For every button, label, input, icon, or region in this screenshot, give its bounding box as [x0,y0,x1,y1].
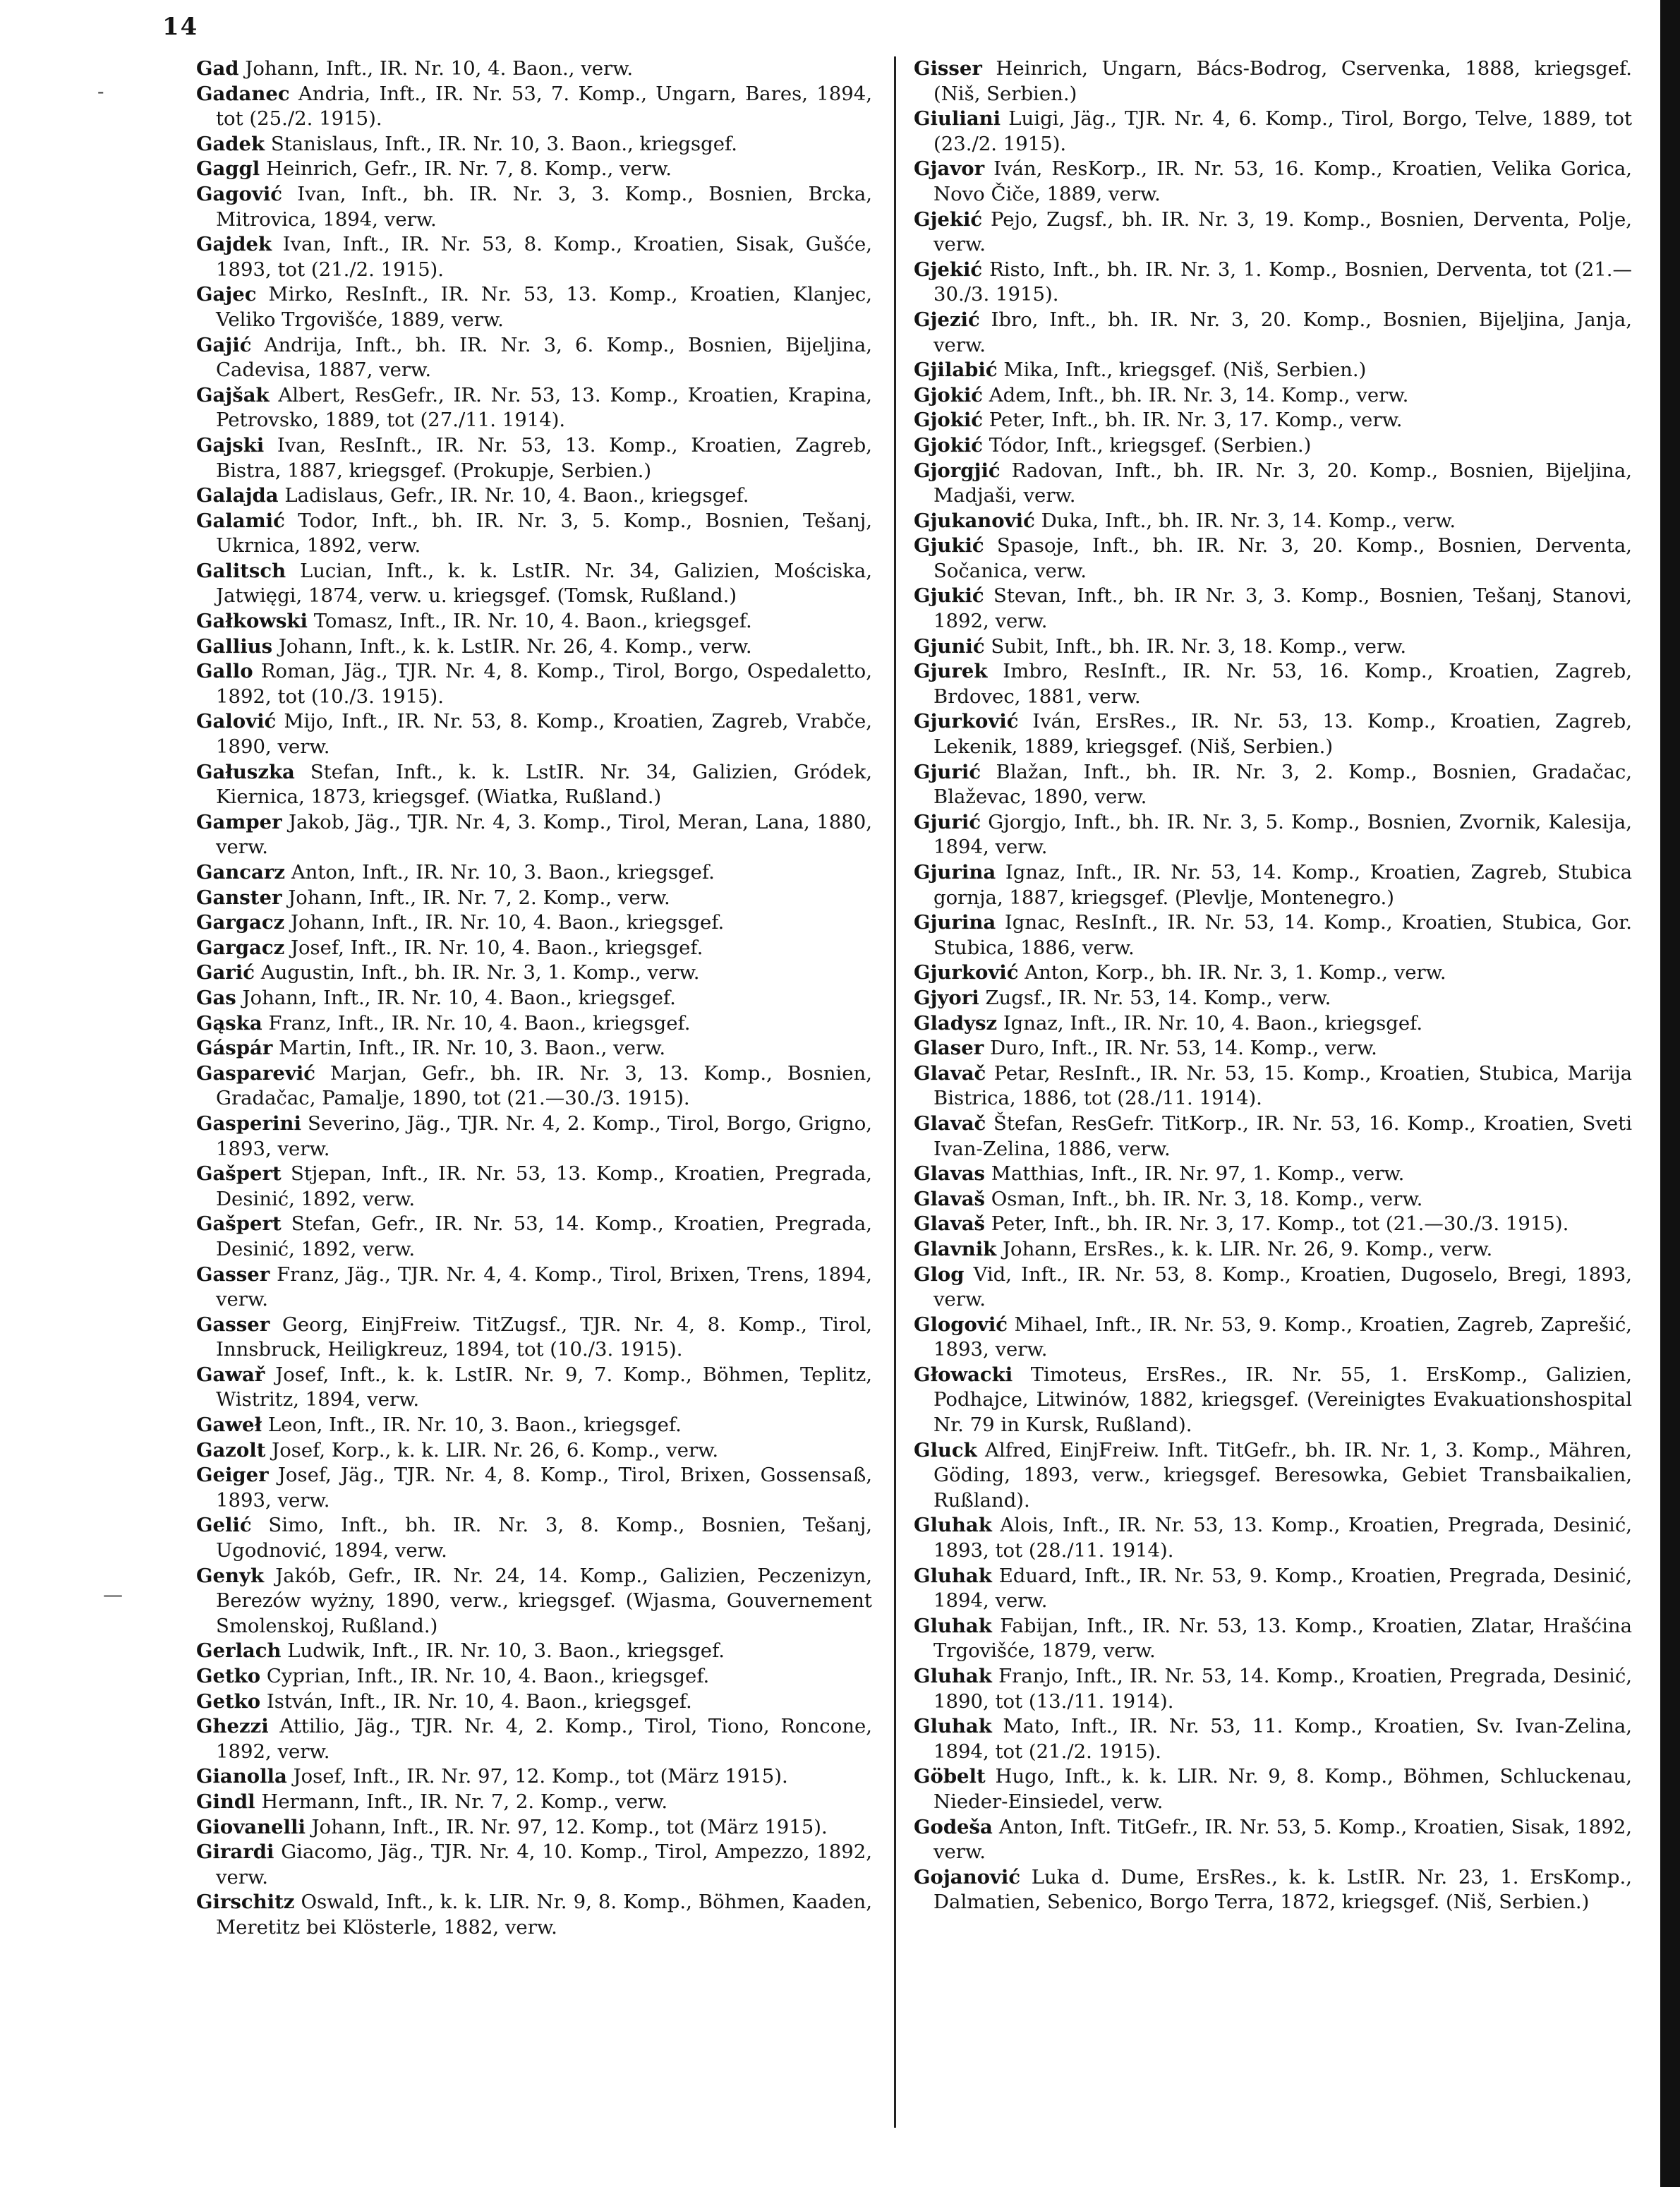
entry-details: Giacomo, Jäg., TJR. Nr. 4, 10. Komp., Tirol, Ampezzo, 1892, verw. [216,1840,872,1888]
list-item [914,534,1632,584]
list-item [914,1614,1632,1664]
list-item [196,634,872,660]
entry-details: Timoteus, ErsRes., IR. Nr. 55, 1. ErsKomp., Galizien, Podhajce, Litwinów, 1882, kriegsgef. (Vereinigtes Evakuationshospital Nr. 79 in Kursk, Rußland). [933,1363,1632,1437]
entry-surname: Gjezić [914,308,980,331]
entry-details: Johann, Inft., IR. Nr. 97, 12. Komp., tot (März 1915). [311,1815,828,1838]
list-item [196,1438,872,1464]
entry-surname: Gjavor [914,157,985,181]
list-item [914,433,1632,459]
entry-surname: Gerlach [196,1639,282,1663]
entry-surname: Gad [196,57,239,80]
entry-surname: Gisser [914,57,982,80]
list-item [196,483,872,509]
entry-details: Ignaz, Inft., IR. Nr. 10, 4. Baon., kriegsgef. [1003,1011,1423,1035]
entry-surname: Gjyori [914,986,979,1009]
list-item [196,182,872,232]
entry-surname: Gjekić [914,207,983,231]
list-item [196,132,872,157]
list-item [914,207,1632,258]
entry-details: Spasoje, Inft., bh. IR. Nr. 3, 20. Komp., Bosnien, Derventa, Sočanica, verw. [933,534,1633,582]
list-item [196,157,872,182]
entry-details: Ignaz, Inft., IR. Nr. 53, 14. Komp., Kroatien, Zagreb, Stubica gornja, 1887, kriegsgef. (Plevlje, Montenegro.) [933,861,1632,909]
entry-details: Simo, Inft., bh. IR. Nr. 3, 8. Komp., Bosnien, Tešanj, Ugodnović, 1894, verw. [216,1514,872,1562]
entry-details: Mato, Inft., IR. Nr. 53, 11. Komp., Kroatien, Sv. Ivan-Zelina, 1894, tot (21./2. 1915). [933,1715,1632,1763]
entry-surname: Gadek [196,132,265,155]
entry-details: Ignac, ResInft., IR. Nr. 53, 14. Komp., Kroatien, Stubica, Gor. Stubica, 1886, verw. [933,911,1632,959]
list-item [914,56,1632,107]
entry-details: Peter, Inft., bh. IR. Nr. 3, 17. Komp., verw. [989,409,1403,432]
list-item [196,936,872,961]
entry-surname: Glavnik [914,1237,997,1260]
entry-surname: Glavaš [914,1212,986,1236]
entry-details: Mihael, Inft., IR. Nr. 53, 9. Komp., Kroatien, Zagreb, Zaprešić, 1893, verw. [933,1313,1632,1361]
list-item [196,1840,872,1890]
entry-surname: Gjokić [914,409,984,432]
list-item [196,1764,872,1790]
entry-surname: Gawař [196,1363,265,1386]
list-item [196,860,872,886]
entry-surname: Gajski [196,433,265,457]
entry-details: Blažan, Inft., bh. IR. Nr. 3, 2. Komp., Bosnien, Gradačac, Blaževac, 1890, verw. [933,760,1632,809]
entry-details: Andrija, Inft., bh. IR. Nr. 3, 6. Komp., Bosnien, Bijeljina, Cadevisa, 1887, verw. [216,333,872,382]
list-item [914,760,1632,810]
entry-surname: Ganster [196,886,282,909]
entry-details: Ivan, Inft., IR. Nr. 53, 8. Komp., Kroatien, Sisak, Gušće, 1893, tot (21./2. 1915). [216,233,872,281]
margin-mark: — [103,1583,123,1606]
entry-surname: Gjurina [914,911,996,934]
entry-surname: Göbelt [914,1765,986,1788]
entry-surname: Gasperini [196,1111,301,1135]
list-item [196,433,872,483]
entry-details: Marjan, Gefr., bh. IR. Nr. 3, 13. Komp., Bosnien, Gradačac, Pamalje, 1890, tot (21.—30./3. 1915). [216,1061,872,1110]
list-item [196,333,872,383]
entry-surname: Giuliani [914,107,1001,131]
list-item [196,232,872,282]
list-item [914,1061,1632,1111]
entry-surname: Gjokić [914,433,984,457]
list-item [914,1111,1632,1162]
entry-surname: Gjekić [914,258,983,281]
list-item [196,1363,872,1413]
entry-details: Roman, Jäg., TJR. Nr. 4, 8. Komp., Tirol, Borgo, Ospedaletto, 1892, tot (10./3. 1915). [216,660,872,708]
entry-surname: Głowacki [914,1363,1013,1386]
entry-details: Adem, Inft., bh. IR. Nr. 3, 14. Komp., verw. [989,383,1409,406]
list-item [914,308,1632,358]
list-item [914,358,1632,383]
entry-surname: Gasser [196,1313,270,1336]
entry-surname: Galajda [196,484,279,507]
list-item [914,157,1632,207]
entry-details: Ivan, Inft., bh. IR. Nr. 3, 3. Komp., Bosnien, Brcka, Mitrovica, 1894, verw. [216,182,873,231]
entry-details: Johann, Inft., IR. Nr. 10, 4. Baon., kriegsgef. [242,986,676,1009]
list-item [914,459,1632,509]
list-item [914,986,1632,1011]
entry-surname: Gjukić [914,584,984,608]
entry-details: Matthias, Inft., IR. Nr. 97, 1. Komp., verw. [991,1162,1405,1186]
entry-details: Stevan, Inft., bh. IR Nr. 3, 3. Komp., Bosnien, Tešanj, Stanovi, 1892, verw. [933,584,1632,633]
entry-details: Duka, Inft., bh. IR. Nr. 3, 14. Komp., verw. [1041,509,1456,532]
entry-details: Stefan, Gefr., IR. Nr. 53, 14. Komp., Kroatien, Pregrada, Desinić, 1892, verw. [216,1212,872,1260]
entry-details: Mijo, Inft., IR. Nr. 53, 8. Komp., Kroatien, Zagreb, Vrabče, 1890, verw. [216,710,872,759]
list-item [196,1162,872,1212]
entry-surname: Glavač [914,1111,986,1135]
list-item [914,659,1632,709]
entry-details: Cyprian, Inft., IR. Nr. 10, 4. Baon., kriegsgef. [266,1665,710,1687]
entry-surname: Galamić [196,509,285,532]
entry-surname: Gindl [196,1790,255,1813]
entry-details: Josef, Korp., k. k. LIR. Nr. 26, 6. Komp., verw. [272,1438,719,1462]
entry-surname: Gluhak [914,1614,992,1637]
list-item [914,1187,1632,1212]
entry-surname: Gajec [196,283,257,306]
entry-surname: Gelić [196,1514,252,1537]
entry-details: Ladislaus, Gefr., IR. Nr. 10, 4. Baon., kriegsgef. [284,484,749,507]
entry-surname: Galović [196,710,277,733]
list-item [914,860,1632,910]
list-item [196,910,872,936]
entry-surname: Gjokić [914,383,984,406]
entry-details: Fabijan, Inft., IR. Nr. 53, 13. Komp., Kroatien, Zlatar, Hrašćina Trgovišće, 1879, verw. [933,1614,1632,1663]
entry-surname: Gas [196,986,236,1009]
list-item [196,559,872,609]
list-item [196,1890,872,1940]
list-item [914,584,1632,634]
entry-details: Jakób, Gefr., IR. Nr. 24, 14. Komp., Galizien, Peczenizyn, Berezów wyżny, 1890, verw., kriegsgef. (Wjasma, Gouvernement Smolenskoj, Rußland.) [216,1564,872,1637]
list-item [914,258,1632,308]
list-item [914,910,1632,960]
list-item [196,383,872,433]
margin-mark: - [97,80,104,103]
entry-surname: Gargacz [196,911,285,934]
entry-surname: Gluhak [914,1514,992,1537]
entry-surname: Geiger [196,1464,269,1487]
list-item [196,1212,872,1262]
entry-details: Anton, Korp., bh. IR. Nr. 3, 1. Komp., verw. [1025,961,1446,984]
entry-details: Iván, ResKorp., IR. Nr. 53, 16. Komp., Kroatien, Velika Gorica, Novo Čiče, 1889, verw. [933,157,1632,205]
page-number: 14 [162,13,199,41]
entry-surname: Gallo [196,660,253,683]
entry-details: Augustin, Inft., bh. IR. Nr. 3, 1. Komp., verw. [260,961,700,984]
list-item [914,709,1632,759]
entry-surname: Giovanelli [196,1815,306,1838]
entry-surname: Girschitz [196,1891,295,1914]
list-item [914,1664,1632,1714]
entry-details: Peter, Inft., bh. IR. Nr. 3, 17. Komp., tot (21.—30./3. 1915). [991,1212,1569,1236]
entry-details: Oswald, Inft., k. k. LIR. Nr. 9, 8. Komp., Böhmen, Kaaden, Meretitz bei Klösterle, 1882, verw. [216,1891,872,1939]
list-item [914,1263,1632,1313]
entry-details: Hermann, Inft., IR. Nr. 7, 2. Komp., verw. [261,1790,668,1813]
list-item [196,1639,872,1664]
list-item [914,1714,1632,1764]
entry-surname: Gáspár [196,1037,273,1060]
entry-details: Alois, Inft., IR. Nr. 53, 13. Komp., Kroatien, Pregrada, Desinić, 1893, tot (28./11. 1914). [933,1514,1632,1562]
entry-surname: Gałuszka [196,760,295,783]
list-item [196,1011,872,1037]
entry-details: Subit, Inft., bh. IR. Nr. 3, 18. Komp., verw. [991,634,1407,658]
entry-surname: Gallius [196,634,273,658]
entry-details: Johann, ErsRes., k. k. LIR. Nr. 26, 9. Komp., verw. [1002,1237,1493,1260]
list-item [196,1815,872,1840]
list-item [196,1513,872,1563]
entry-details: Heinrich, Ungarn, Bács-Bodrog, Cservenka, 1888, kriegsgef. (Niš, Serbien.) [933,57,1632,105]
entry-details: Luigi, Jäg., TJR. Nr. 4, 6. Komp., Tirol, Borgo, Telve, 1889, tot (23./2. 1915). [933,107,1632,155]
list-item [914,960,1632,986]
entry-surname: Garić [196,961,255,984]
entry-surname: Gjukanović [914,509,1035,532]
entry-surname: Gajdek [196,233,272,256]
list-item [196,1463,872,1513]
entry-surname: Godeša [914,1815,993,1838]
list-item [196,609,872,634]
entry-surname: Gašpert [196,1212,282,1236]
entry-details: Alfred, EinjFreiw. Inft. TitGefr., bh. IR. Nr. 1, 3. Komp., Mähren, Göding, 1893, verw., kriegsgef. Beresowka, Gebiet Transbaikalien, Rußland). [933,1438,1632,1512]
entry-details: Osman, Inft., bh. IR. Nr. 3, 18. Komp., verw. [991,1187,1423,1210]
entry-details: Johann, Inft., IR. Nr. 7, 2. Komp., verw. [288,886,670,909]
entry-details: Stanislaus, Inft., IR. Nr. 10, 3. Baon., kriegsgef. [270,132,737,155]
entry-details: Pejo, Zugsf., bh. IR. Nr. 3, 19. Komp., Bosnien, Derventa, Polje, verw. [933,207,1632,256]
list-item [914,1764,1632,1814]
list-item [914,1438,1632,1514]
list-item [914,1815,1632,1865]
entry-details: Jakob, Jäg., TJR. Nr. 4, 3. Komp., Tirol, Meran, Lana, 1880, verw. [216,810,872,859]
entry-surname: Gancarz [196,861,285,884]
entry-surname: Gamper [196,810,282,833]
list-item [196,886,872,911]
entry-details: Johann, Inft., IR. Nr. 10, 4. Baon., kriegsgef. [290,911,725,934]
entry-details: Tódor, Inft., kriegsgef. (Serbien.) [989,433,1312,457]
entry-surname: Gjilabić [914,359,998,382]
entry-surname: Gasser [196,1263,270,1286]
entry-details: Hugo, Inft., k. k. LIR. Nr. 9, 8. Komp., Böhmen, Schluckenau, Nieder-Einsiedel, verw. [933,1765,1632,1813]
entry-details: Josef, Inft., k. k. LstIR. Nr. 9, 7. Komp., Böhmen, Teplitz, Wistritz, 1894, verw. [216,1363,872,1411]
entry-surname: Gjurić [914,760,981,783]
list-item [914,107,1632,157]
entry-details: Johann, Inft., k. k. LstIR. Nr. 26, 4. Komp., verw. [278,634,752,658]
entry-details: Petar, ResInft., IR. Nr. 53, 15. Komp., Kroatien, Stubica, Marija Bistrica, 1886, tot (28./11. 1914). [933,1061,1632,1110]
entry-surname: Ghezzi [196,1715,269,1738]
entry-surname: Gjurek [914,660,988,683]
entry-details: Tomasz, Inft., IR. Nr. 10, 4. Baon., kriegsgef. [313,610,752,633]
entry-surname: Gjunić [914,634,985,658]
entry-surname: Galitsch [196,559,286,582]
list-item [196,1263,872,1313]
entry-surname: Gjurković [914,961,1019,984]
entry-surname: Gluhak [914,1715,992,1738]
entry-details: Anton, Inft. TitGefr., IR. Nr. 53, 5. Komp., Kroatien, Sisak, 1892, verw. [933,1815,1632,1864]
entry-surname: Gladysz [914,1011,998,1035]
list-item [914,810,1632,860]
entry-details: Zugsf., IR. Nr. 53, 14. Komp., verw. [985,986,1331,1009]
list-item [196,986,872,1011]
list-item [196,1664,872,1689]
entry-details: Ivan, ResInft., IR. Nr. 53, 13. Komp., Kroatien, Zagreb, Bistra, 1887, kriegsgef. (Prokupje, Serbien.) [216,433,872,482]
list-item [914,408,1632,433]
entry-surname: Gojanović [914,1865,1021,1888]
list-item [914,634,1632,660]
entry-details: Vid, Inft., IR. Nr. 53, 8. Komp., Kroatien, Dugoselo, Bregi, 1893, verw. [933,1263,1632,1311]
entry-details: Imbro, ResInft., IR. Nr. 53, 16. Komp., Kroatien, Zagreb, Brdovec, 1881, verw. [933,660,1632,708]
entry-surname: Gjurković [914,710,1019,733]
entry-surname: Glavas [914,1162,986,1186]
entry-details: Andria, Inft., IR. Nr. 53, 7. Komp., Ungarn, Bares, 1894, tot (25./2. 1915). [216,82,872,131]
entry-surname: Gjorgjić [914,459,1001,482]
entry-surname: Glogović [914,1313,1008,1336]
entry-details: Johann, Inft., IR. Nr. 10, 4. Baon., verw. [245,57,634,80]
list-item [196,960,872,986]
scan-edge-bar [1660,0,1680,2187]
entry-details: Štefan, ResGefr. TitKorp., IR. Nr. 53, 16. Komp., Kroatien, Sveti Ivan-Zelina, 1886, verw. [933,1111,1632,1160]
entry-surname: Gazolt [196,1438,266,1462]
list-item [196,709,872,759]
entry-surname: Genyk [196,1564,265,1587]
entry-details: Luka d. Dume, ErsRes., k. k. LstIR. Nr. 23, 1. ErsKomp., Dalmatien, Sebenico, Borgo Terra, 1872, kriegsgef. (Niš, Serbien.) [933,1865,1633,1914]
list-item [196,1313,872,1363]
list-item [196,509,872,559]
entry-details: Attilio, Jäg., TJR. Nr. 4, 2. Komp., Tirol, Tiono, Roncone, 1892, verw. [216,1715,872,1763]
entry-details: Martin, Inft., IR. Nr. 10, 3. Baon., verw. [279,1037,666,1060]
entry-details: Todor, Inft., bh. IR. Nr. 3, 5. Komp., Bosnien, Tešanj, Ukrnica, 1892, verw. [216,509,872,558]
entry-surname: Gąska [196,1011,262,1035]
entry-details: Stefan, Inft., k. k. LstIR. Nr. 34, Galizien, Gródek, Kiernica, 1873, kriegsgef. (Wiatka, Rußland.) [216,760,872,809]
list-item [914,1162,1632,1187]
list-item [914,1564,1632,1614]
entry-surname: Gjurić [914,810,981,833]
entry-details: Josef, Inft., IR. Nr. 10, 4. Baon., kriegsgef. [290,936,703,959]
list-item [196,1564,872,1639]
entry-surname: Gluck [914,1438,977,1462]
entry-surname: Gasparević [196,1061,315,1085]
entry-details: Josef, Inft., IR. Nr. 97, 12. Komp., tot (März 1915). [293,1765,788,1788]
list-item [196,810,872,860]
list-item [196,1714,872,1764]
entry-details: Ibro, Inft., bh. IR. Nr. 3, 20. Komp., Bosnien, Bijeljina, Janja, verw. [933,308,1632,356]
entry-details: Georg, EinjFreiw. TitZugsf., TJR. Nr. 4, 8. Komp., Tirol, Innsbruck, Heiligkreuz, 1894, tot (10./3. 1915). [216,1313,873,1361]
list-item [914,1513,1632,1563]
list-item [196,1413,872,1438]
entry-surname: Girardi [196,1840,274,1864]
entry-details: Gjorgjo, Inft., bh. IR. Nr. 3, 5. Komp., Bosnien, Zvornik, Kalesija, 1894, verw. [933,810,1632,859]
list-item [196,1111,872,1162]
entry-surname: Gadanec [196,82,290,105]
list-item [914,1363,1632,1438]
entry-details: Anton, Inft., IR. Nr. 10, 3. Baon., kriegsgef. [291,861,715,884]
entry-surname: Gluhak [914,1564,992,1587]
entry-surname: Glavaš [914,1187,986,1210]
entry-details: Eduard, Inft., IR. Nr. 53, 9. Komp., Kroatien, Pregrada, Desinić, 1894, verw. [933,1564,1632,1613]
entry-details: Heinrich, Gefr., IR. Nr. 7, 8. Komp., verw. [265,157,672,181]
left-column [196,56,872,1941]
entry-surname: Gajšak [196,383,270,406]
list-item [914,509,1632,534]
entry-surname: Gaggl [196,157,260,181]
entry-details: Mika, Inft., kriegsgef. (Niš, Serbien.) [1003,359,1367,382]
entry-surname: Gargacz [196,936,285,959]
list-item [196,1036,872,1061]
entry-details: Franz, Jäg., TJR. Nr. 4, 4. Komp., Tirol, Brixen, Trens, 1894, verw. [216,1263,872,1311]
entry-surname: Gašpert [196,1162,282,1186]
entry-details: Duro, Inft., IR. Nr. 53, 14. Komp., verw. [989,1037,1377,1060]
entry-surname: Glog [914,1263,965,1286]
entry-details: Leon, Inft., IR. Nr. 10, 3. Baon., kriegsgef. [267,1414,682,1437]
entry-surname: Gałkowski [196,610,308,633]
entry-details: Franz, Inft., IR. Nr. 10, 4. Baon., kriegsgef. [268,1011,691,1035]
entry-details: Albert, ResGefr., IR. Nr. 53, 13. Komp., Kroatien, Krapina, Petrovsko, 1889, tot (27./11. 1914). [216,383,872,432]
entry-details: Franjo, Inft., IR. Nr. 53, 14. Komp., Kroatien, Pregrada, Desinić, 1890, tot (13./11. 1914). [933,1665,1632,1713]
entry-surname: Glavač [914,1061,986,1085]
entry-surname: Gajić [196,333,252,356]
entry-surname: Gluhak [914,1665,992,1687]
list-item [196,282,872,332]
entry-details: Stjepan, Inft., IR. Nr. 53, 13. Komp., Kroatien, Pregrada, Desinić, 1892, verw. [216,1162,872,1210]
entry-surname: Gjukić [914,534,984,558]
list-item [914,1237,1632,1263]
entry-details: Radovan, Inft., bh. IR. Nr. 3, 20. Komp., Bosnien, Bijeljina, Madjaši, verw. [933,459,1632,507]
list-item [196,82,872,132]
list-item [914,1036,1632,1061]
list-item [196,1061,872,1111]
list-item [196,56,872,82]
entry-details: Josef, Jäg., TJR. Nr. 4, 8. Komp., Tirol, Brixen, Gossensaß, 1893, verw. [216,1464,872,1512]
list-item [914,1011,1632,1037]
entry-surname: Glaser [914,1037,984,1060]
entry-details: Mirko, ResInft., IR. Nr. 53, 13. Komp., Kroatien, Klanjec, Veliko Trgovišće, 1889, verw. [216,283,872,331]
entry-details: Ludwik, Inft., IR. Nr. 10, 3. Baon., kriegsgef. [287,1639,725,1663]
list-item [196,659,872,709]
entry-surname: Gianolla [196,1765,287,1788]
list-item [196,760,872,810]
entry-surname: Getko [196,1689,261,1713]
list-item [196,1790,872,1815]
column-divider [894,56,896,2128]
entry-details: Risto, Inft., bh. IR. Nr. 3, 1. Komp., Bosnien, Derventa, tot (21.—30./3. 1915). [933,258,1632,306]
entry-surname: Gaweł [196,1414,262,1437]
right-column [914,56,1632,1915]
entry-details: István, Inft., IR. Nr. 10, 4. Baon., kriegsgef. [266,1689,692,1713]
entry-surname: Gagović [196,182,283,205]
list-item [914,1212,1632,1237]
entry-surname: Gjurina [914,861,996,884]
entry-surname: Getko [196,1665,261,1687]
list-item [914,1313,1632,1363]
list-item [914,1865,1632,1915]
list-item [196,1689,872,1715]
entry-details: Severino, Jäg., TJR. Nr. 4, 2. Komp., Tirol, Borgo, Grigno, 1893, verw. [216,1111,872,1160]
entry-details: Lucian, Inft., k. k. LstIR. Nr. 34, Galizien, Mościska, Jatwięgi, 1874, verw. u. kriegsgef. (Tomsk, Rußland.) [216,559,872,608]
list-item [914,383,1632,409]
entry-details: Iván, ErsRes., IR. Nr. 53, 13. Komp., Kroatien, Zagreb, Lekenik, 1889, kriegsgef. (Niš, Serbien.) [933,710,1633,759]
